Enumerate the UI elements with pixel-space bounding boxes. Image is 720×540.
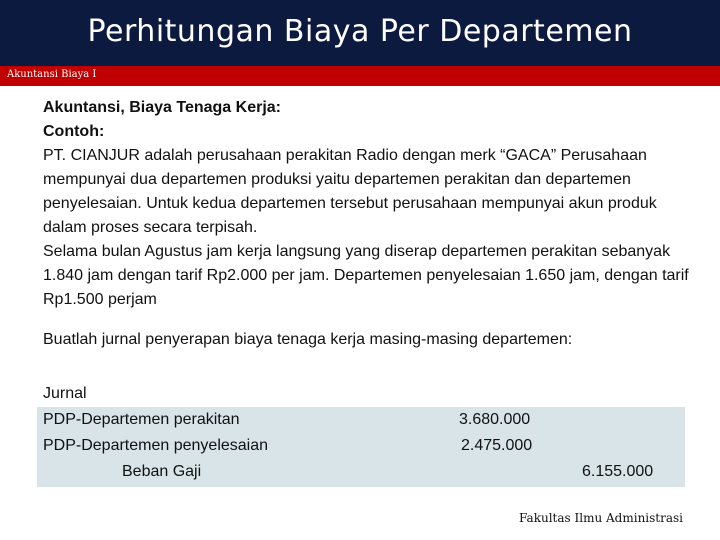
- journal-label: Jurnal: [43, 385, 87, 402]
- slide-title: Perhitungan Biaya Per Departemen: [87, 14, 633, 49]
- subject-bar: [0, 66, 720, 86]
- slide-body: [43, 96, 693, 312]
- footer-institution: Fakultas Ilmu Administrasi: [519, 511, 683, 525]
- journal-credit-3: 6.155.000: [582, 463, 654, 480]
- journal-account-3: Beban Gaji: [122, 463, 202, 480]
- course-label: Akuntansi Biaya I: [7, 69, 97, 80]
- slide-header: [0, 0, 720, 66]
- task-instruction: Buatlah jurnal penyerapan biaya tenaga kerja masing-masing departemen:: [43, 331, 573, 348]
- journal-debit-1: 3.680.000: [459, 411, 531, 428]
- section-heading: Akuntansi, Biaya Tenaga Kerja:: [43, 99, 281, 116]
- journal-debit-2: 2.475.000: [461, 437, 533, 454]
- case-description: PT. CIANJUR adalah perusahaan perakitan Radio dengan merk “GACA” Perusahaan mempunyai dua departemen produksi yaitu departemen perakitan dan departemen penyelesaian. Untuk kedua departemen tersebut perusahaan mempunyai akun produk dalam proses secara terpisah.: [43, 147, 657, 236]
- journal-account-2: PDP-Departemen penyelesaian: [43, 437, 269, 454]
- labor-hours-description: Selama bulan Agustus jam kerja langsung yang diserap departemen perakitan sebanyak 1.840 jam dengan tarif Rp2.000 per jam. Departemen penyelesaian 1.650 jam, dengan tarif Rp1.500 perjam: [43, 243, 689, 308]
- journal-account-1: PDP-Departemen perakitan: [43, 411, 240, 428]
- example-label: Contoh:: [43, 123, 105, 140]
